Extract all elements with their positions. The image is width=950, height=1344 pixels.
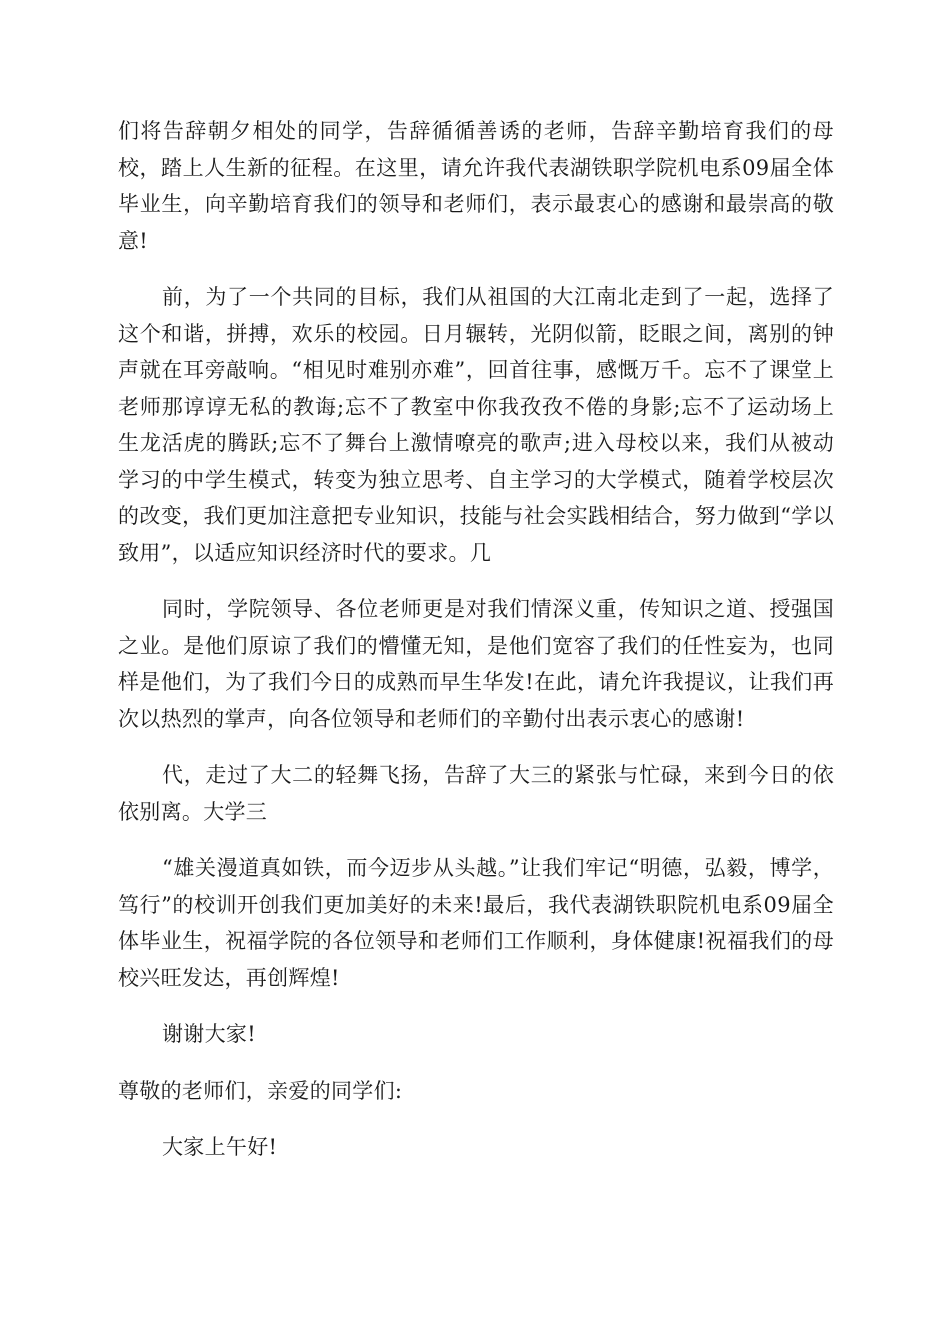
paragraph-farewell-intro: 们将告辞朝夕相处的同学，告辞循循善诱的老师，告辞辛勤培育我们的母校，踏上人生新的征程。在这里，请允许我代表湖铁职学院机电系09届全体毕业生，向辛勤培育我们的领导和老师们，表示最衷心的感谢和最崇高的敬意! — [118, 119, 834, 253]
paragraph-campus-memories: 前，为了一个共同的目标，我们从祖国的大江南北走到了一起，选择了这个和谐，拼搏，欢乐的校园。日月辗转，光阴似箭，眨眼之间，离别的钟声就在耳旁敲响。“相见时难别亦难”，回首往事，感慨万千。忘不了课堂上老师那谆谆无私的教诲;忘不了教室中你我孜孜不倦的身影;忘不了运动场上生龙活虎的腾跃;忘不了舞台上激情嘹亮的歌声;进入母校以来，我们从被动学习的中学生模式，转变为独立思考、自主学习的大学模式，随着学校层次的改变，我们更加注意把专业知识，技能与社会实践相结合，努力做到“学以致用”，以适应知识经济时代的要求。几 — [118, 285, 834, 565]
paragraph-thanks-teachers: 同时，学院领导、各位老师更是对我们情深义重，传知识之道、授强国之业。是他们原谅了我们的懵懂无知，是他们宽容了我们的任性妄为，也同样是他们，为了我们今日的成熟而早生华发!在此，请允许我提议，让我们再次以热烈的掌声，向各位领导和老师们的辛勤付出表示衷心的感谢! — [118, 597, 834, 731]
paragraph-salutation: 尊敬的老师们，亲爱的同学们: — [118, 1078, 403, 1103]
paragraph-university-years: 代，走过了大二的轻舞飞扬，告辞了大三的紧张与忙碌，来到今日的依依别离。大学三 — [118, 763, 834, 824]
paragraph-greeting: 大家上午好! — [162, 1135, 278, 1159]
document-page — [118, 113, 834, 1186]
paragraph-thank-you: 谢谢大家! — [162, 1022, 256, 1046]
paragraph-blessing: “雄关漫道真如铁，而今迈步从头越。”让我们牢记“明德，弘毅，博学，笃行”的校训开创我们更加美好的未来!最后，我代表湖铁职院机电系09届全体毕业生，祝福学院的各位领导和老师们工作顺利，身体健康!祝福我们的母校兴旺发达，再创辉煌! — [118, 856, 834, 990]
